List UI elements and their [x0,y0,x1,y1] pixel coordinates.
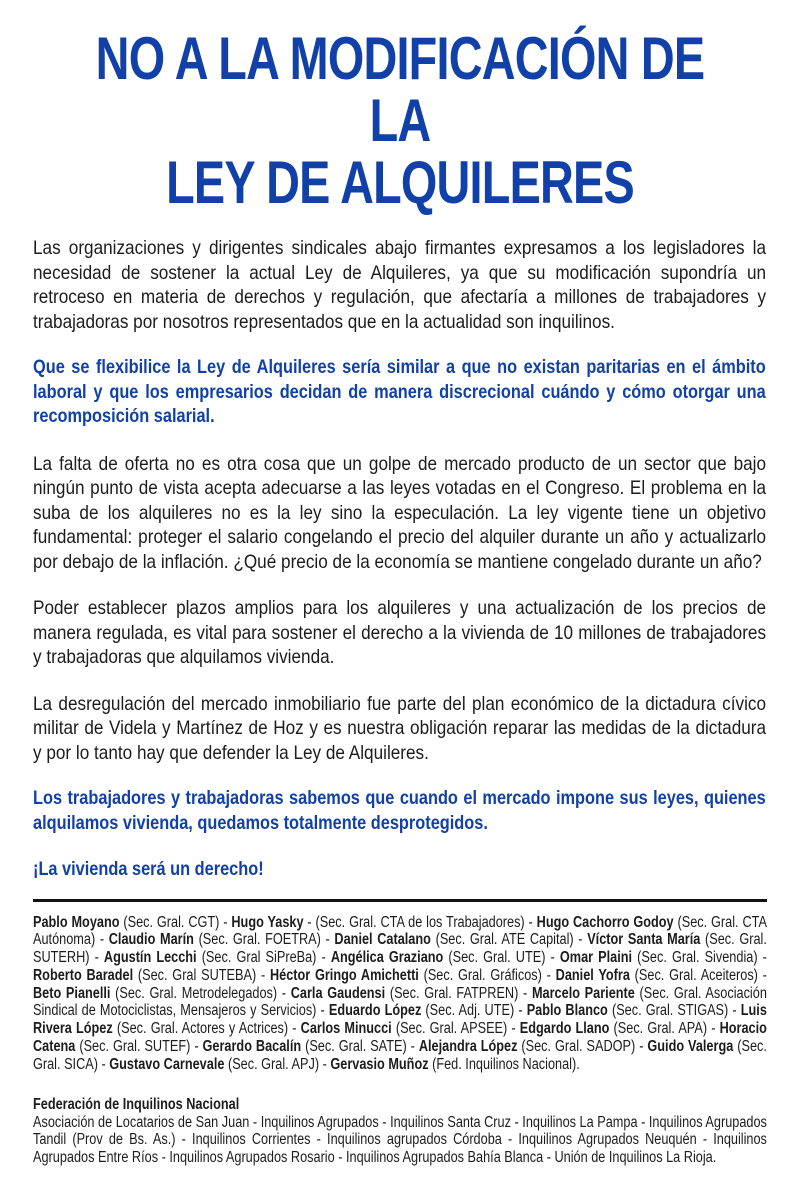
signer-role: (Sec. Gral SiPreBa) [201,949,317,967]
signer-name: Pablo Blanco [526,1002,608,1020]
signer-role: (Sec. Gral. UTE) [448,949,546,967]
federation-member: Inquilinos Agrupados Entre Ríos [33,1131,767,1167]
title-line-2: LEY DE ALQUILERES [166,149,634,216]
signer-name: Eduardo López [328,1002,422,1020]
signer-role: (Sec. Gral. APA) [613,1020,708,1038]
signer-name: Pablo Moyano [33,913,120,931]
signer-role: (Sec. Gral. SATE) [305,1038,407,1056]
signer-role: (Sec. Gral. Metrodelegados) [115,984,278,1002]
signer-role: (Sec. Gral. FATPREN) [389,984,519,1002]
paragraph-intro: Las organizaciones y dirigentes sindicales abajo firmantes expresamos a los legisladores la necesidad de sostener la actual Ley de Alquileres, ya que su modificación supondría un retroceso en materia de derechos y regulación, que afectaría a millones de trabajadores y trabajadoras por nosotros representados que en la actualidad son inquilinos. [33,237,767,333]
signer-role: (Sec. Gral. SICA) [33,1038,767,1073]
federation-member: Asociación de Locatarios de San Juan [33,1113,250,1131]
signer-role: (Sec. Gral. Sivendia) [637,949,758,967]
signer-name: Daniel Catalano [334,931,431,949]
signer-name: Héctor Gringo Amichetti [269,966,419,984]
signer-role: (Sec. Gral. Gráficos) [423,966,542,984]
paragraph-oferta: La falta de oferta no es otra cosa que un golpe de mercado producto de un sector que bajo ningún punto de vista acepta adecuarse a las leyes votadas en el Congreso. El problema en la suba de los alquileres no es la ley sino la especulación. La ley vigente tiene un objetivo fundamental: proteger el salario congelando el precio del alquiler durante un año y actualizarlo por debajo de la inflación. ¿Qué precio de la economía se mantiene congelado durante un año? [33,452,767,573]
signer-name: Beto Pianelli [33,984,111,1002]
signer-name: Guido Valerga [647,1038,734,1056]
signer-name: Claudio Marín [108,931,194,949]
signer-role: (Sec. Gral. FOETRA) [198,931,321,949]
signer-role: (Sec. Gral. STIGAS) [611,1002,729,1020]
federation-member: Inquilinos Agrupados Neuquén [518,1131,697,1149]
federation-member: Inquilinos Agrupados Bahía Blanca [346,1149,544,1167]
signer-name: Hugo Yasky [231,913,304,931]
federation-member: Inquilinos Agrupados [260,1113,379,1131]
federation-member: Inquilinos Santa Cruz [390,1113,511,1131]
paragraph-plazos: Poder establecer plazos amplios para los alquileres y una actualización de los precios de manera regulada, es vital para sostener el derecho a la vivienda de 10 millones de trabajadores y trabajadoras que alquilamos vivienda. [33,597,767,668]
signer-role: (Sec. Gral. APJ) [227,1055,320,1073]
page-title [67,25,733,216]
signer-name: Gustavo Carnevale [109,1055,225,1073]
signer-name: Marcelo Pariente [531,984,635,1002]
signer-role: (Sec. Gral. APSEE) [395,1020,508,1038]
signer-name: Gerardo Bacalín [202,1038,302,1056]
signer-role: (Sec. Gral. SUTERH) [33,931,767,967]
signer-name: Roberto Baradel [33,966,134,984]
signers-list: Pablo Moyano (Sec. Gral. CGT) - Hugo Yasky - (Sec. Gral. CTA de los Trabajadores) - Hugo Cachorro Godoy (Sec. Gral. CTA Autónoma) - Claudio Marín (Sec. Gral. FOETRA) - Daniel Catalano (Sec. Gral. ATE Capital) - Víctor Santa María (Sec. Gral. SUTERH) - Agustín Lecchi (Sec. Gral SiPreBa) - Angélica Graziano (Sec. Gral. UTE) - Omar Plaini (Sec. Gral. Sivendia) - Roberto Baradel (Sec. Gral SUTEBA) - Héctor Gringo Amichetti (Sec. Gral. Gráficos) - Daniel Yofra (Sec. Gral. Aceiteros) - Beto Pianelli (Sec. Gral. Metrodelegados) - Carla Gaudensi (Sec. Gral. FATPREN) - Marcelo Pariente (Sec. Gral. Asociación Sindical de Motociclistas, Mensajeros y Servicios) - Eduardo López (Sec. Adj. UTE) - Pablo Blanco (Sec. Gral. STIGAS) - Luis Rivera López (Sec. Gral. Actores y Actrices) - Carlos Minucci (Sec. Gral. APSEE) - Edgardo Llano (Sec. Gral. APA) - Horacio Catena (Sec. Gral. SUTEF) - Gerardo Bacalín (Sec. Gral. SATE) - Alejandra López (Sec. Gral. SADOP) - Guido Valerga (Sec. Gral. SICA) - Gustavo Carnevale (Sec. Gral. APJ) - Gervasio Muñoz (Fed. Inquilinos Nacional). [33,913,767,1073]
signer-name: Angélica Graziano [330,949,444,967]
paragraph-highlight-mercado: Los trabajadores y trabajadoras sabemos que cuando el mercado impone sus leyes, quienes alquilamos vivienda, quedamos totalmente desprotegidos. [33,788,766,834]
signer-role: (Fed. Inquilinos Nacional). [432,1055,580,1073]
signer-role: (Sec. Gral. SUTEF) [79,1038,191,1056]
signer-name: Carlos Minucci [300,1020,392,1038]
section-divider [33,899,767,902]
federation-member: Inquilinos Agrupados Rosario [169,1149,335,1167]
signer-name: Edgardo Llano [519,1020,610,1038]
federation-member: Inquilinos Agrupados Tandil (Prov de Bs. As.) [33,1113,767,1149]
federation-member: Inquilinos agrupados Córdoba [327,1131,502,1149]
signer-name: Agustín Lecchi [103,949,197,967]
signer-role: (Sec. Gral. ATE Capital) [435,931,574,949]
signer-role: (Sec. Gral. Asociación Sindical de Motociclistas, Mensajeros y Servicios) [33,984,767,1020]
signer-name: Omar Plaini [559,949,633,967]
signer-role: (Sec. Gral SUTEBA) [137,966,257,984]
signer-name: Gervasio Muñoz [330,1055,429,1073]
signer-role: (Sec. Gral. Aceiteros) [634,966,758,984]
signer-role: (Sec. Gral. CTA Autónoma) [33,913,767,949]
signer-name: Alejandra López [418,1038,518,1056]
signer-role: (Sec. Gral. CGT) [123,913,220,931]
title-line-1: NO A LA MODIFICACIÓN DE LA [95,25,705,154]
signer-name: Daniel Yofra [555,966,630,984]
signer-name: Hugo Cachorro Godoy [536,913,674,931]
signer-name: Luis Rivera López [33,1002,767,1038]
signer-role: (Sec. Adj. UTE) [425,1002,515,1020]
federation-member: Inquilinos Corrientes [192,1131,311,1149]
signer-role: (Sec. Gral. Actores y Actrices) [116,1020,289,1038]
federation-members: Asociación de Locatarios de San Juan - Inquilinos Agrupados - Inquilinos Santa Cruz - Inquilinos La Pampa - Inquilinos Agrupados Tandil (Prov de Bs. As.) - Inquilinos Corrientes - Inquilinos agrupados Córdoba - Inquilinos Agrupados Neuquén - Inquilinos Agrupados Entre Ríos - Inquilinos Agrupados Rosario - Inquilinos Agrupados Bahía Blanca - Unión de Inquilinos La Rioja. [33,1113,767,1167]
paragraph-desregulacion: La desregulación del mercado inmobiliario fue parte del plan económico de la dictadura cívico militar de Videla y Martínez de Hoz y es nuestra obligación reparar las medidas de la dictadura y por lo tanto hay que defender la Ley de Alquileres. [33,692,767,764]
signer-name: Horacio Catena [33,1020,767,1056]
signer-name: Víctor Santa María [587,931,701,949]
signer-role: (Sec. Gral. SADOP) [521,1038,636,1056]
signer-name: Carla Gaudensi [290,984,386,1002]
federation-title: Federación de Inquilinos Nacional [33,1095,240,1113]
paragraph-highlight-paritarias: Que se flexibilice la Ley de Alquileres sería similar a que no existan paritarias en el ámbito laboral y que los empresarios decidan de manera discrecional cuándo y cómo otorgar una recomposición salarial. [33,357,766,427]
signer-role: - (Sec. Gral. CTA de los Trabajadores) [307,913,525,931]
slogan: ¡La vivienda será un derecho! [33,859,264,880]
federation-member: Unión de Inquilinos La Rioja. [554,1149,717,1167]
federation-member: Inquilinos La Pampa [522,1113,638,1131]
